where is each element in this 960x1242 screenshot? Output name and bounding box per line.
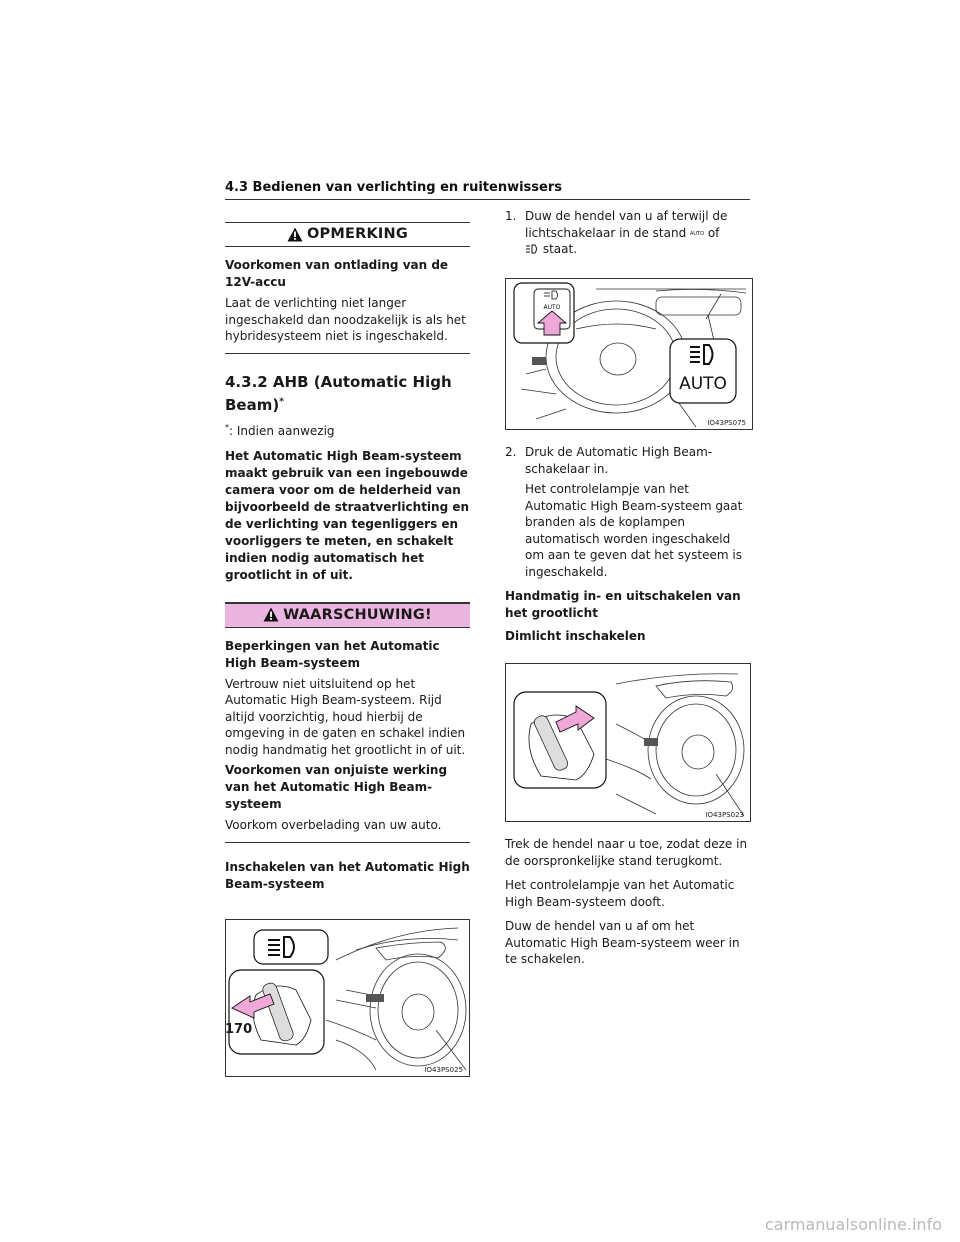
right-heading-2: Dimlicht inschakelen [505, 629, 646, 643]
warning-sub1: Beperkingen van het Automatic High Beam-systeem [225, 638, 440, 670]
warning-box [225, 602, 470, 843]
headlight-icon [525, 242, 539, 259]
page-header: 4.3 Bedienen van verlichting en ruitenwissers [225, 180, 750, 200]
left-heading: Inschakelen van het Automatic High Beam-systeem [225, 859, 470, 891]
svg-text:AUTO: AUTO [690, 230, 705, 237]
left-column [225, 222, 470, 1077]
step-1: 1. Duw de hendel van u af terwijl de lichtschakelaar in de stand AUTO of staat. [505, 209, 728, 257]
step-2: 2. Druk de Automatic High Beam-schakelaar in. [505, 445, 713, 476]
step-2-detail: Het controlelampje van het Automatic High Beam-systeem gaat branden als de koplampen automatisch worden ingeschakeld om aan te geven dat het systeem is ingeschakeld. [525, 482, 743, 579]
lever-push-illustration [226, 920, 469, 1076]
figure-auto-switch [505, 278, 753, 430]
warning-sub2: Voorkomen van onjuiste werking van het Automatic High Beam-systeem [225, 763, 448, 811]
right-para-3: Duw de hendel van u af om het Automatic High Beam-systeem weer in te schakelen. [505, 919, 740, 966]
right-column [505, 208, 752, 972]
warning-text2: Voorkom overbelading van uw auto. [225, 818, 442, 832]
footnote: *: Indien aanwezig [225, 422, 335, 438]
warning-triangle-icon [287, 227, 303, 242]
figure-lever-push [225, 919, 470, 1077]
figure-lever-pull [505, 663, 751, 822]
notice-box [225, 222, 470, 354]
warning-title: WAARSCHUWING! [283, 606, 432, 623]
lever-pull-illustration [506, 664, 750, 821]
warning-triangle-icon [263, 607, 279, 622]
right-para-2: Het controlelampje van het Automatic High Beam-systeem dooft. [505, 878, 735, 909]
figure-code: IO43PS025 [424, 1065, 463, 1074]
auto-icon [690, 225, 704, 242]
notice-subtitle: Voorkomen van ontlading van de 12V-accu [225, 258, 449, 289]
footnote-mark: * [225, 422, 229, 432]
warning-text1: Vertrouw niet uitsluitend op het Automatic High Beam-systeem. Rijd altijd voorzichtig, houd hierbij de omgeving in de gaten en schakel indien nodig handmatig het grootlicht in of uit. [225, 676, 466, 757]
right-heading-1: Handmatig in- en uitschakelen van het grootlicht [505, 589, 741, 620]
notice-header [225, 223, 470, 247]
switch-auto-text: AUTO [543, 304, 561, 311]
section-intro: Het Automatic High Beam-systeem maakt gebruik van een ingebouwde camera voor om de helderheid van bijvoorbeeld de straatverlichting en de verlichting van tegenliggers en voorliggers te meten, en schakelt indien nodig automatisch het grootlicht in of uit. [225, 448, 470, 582]
auto-switch-illustration [506, 279, 752, 429]
notice-text: Laat de verlichting niet langer ingeschakeld dan noodzakelijk is als het hybridesysteem niet is ingeschakeld. [225, 296, 466, 343]
auto-label-text: AUTO [679, 374, 727, 394]
notice-title: OPMERKING [307, 226, 408, 242]
warning-header [225, 603, 470, 628]
page-number: 170 [225, 1022, 253, 1037]
figure-code: IO43PS023 [705, 811, 744, 819]
section-title: 4.3.2 AHB (Automatic High Beam)* [225, 372, 452, 414]
section-title-mark: * [279, 396, 284, 407]
figure-code: IO43PS075 [707, 419, 746, 427]
right-para-1: Trek de hendel naar u toe, zodat deze in de oorspronkelijke stand terugkomt. [505, 837, 748, 868]
watermark: carmanualsonline.info [764, 1215, 942, 1234]
